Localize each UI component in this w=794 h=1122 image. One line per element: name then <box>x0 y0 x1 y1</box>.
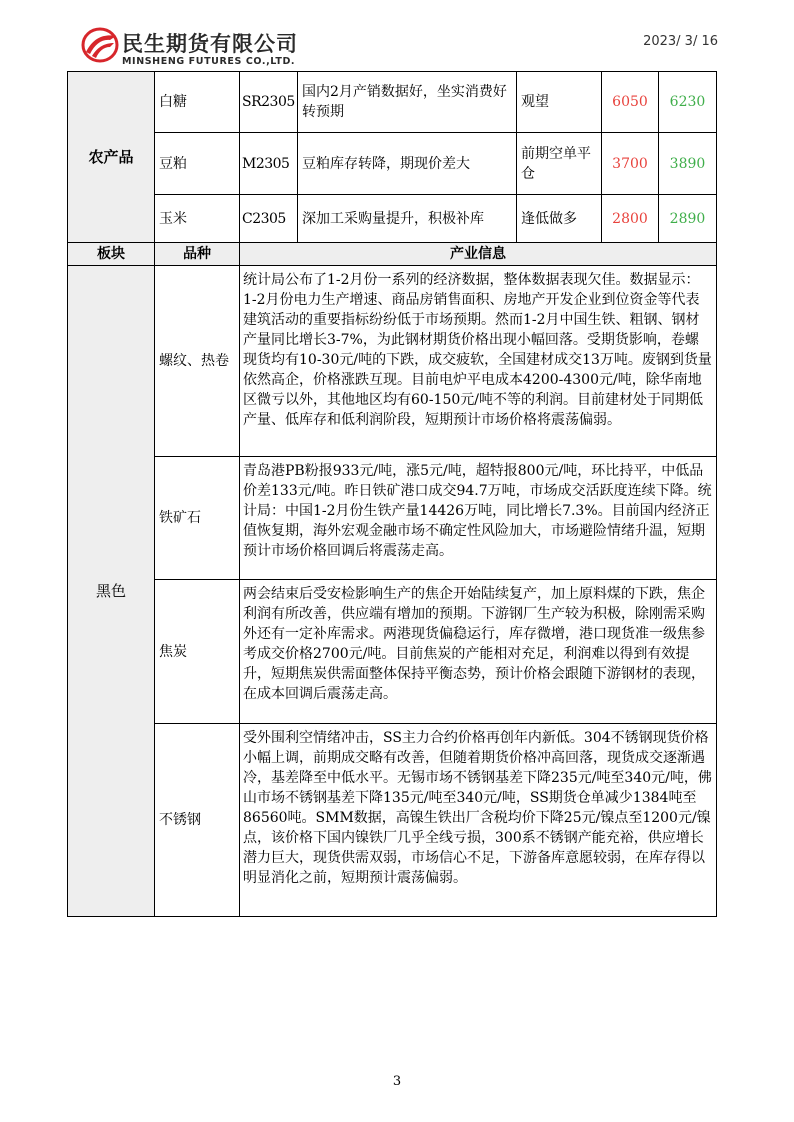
table-row <box>68 133 717 195</box>
page-number: 3 <box>392 1074 402 1089</box>
item-cell: 不锈钢 <box>155 724 240 917</box>
sector-cell <box>68 72 155 243</box>
page-header <box>0 0 794 72</box>
table-row <box>68 72 717 133</box>
strategy-table <box>67 71 717 917</box>
header-item: 品种 <box>155 243 240 266</box>
item-cell: 玉米 <box>155 195 240 243</box>
report-date: 2023/ 3/ 16 <box>643 34 718 49</box>
table-row <box>68 724 717 917</box>
header-info: 产业信息 <box>240 243 717 266</box>
info-cell: 统计局公布了1-2月份一系列的经济数据，整体数据表现欠佳。数据显示：1-2月份电力生产增速、商品房销售面积、房地产开发企业到位资金等代表建筑活动的重要指标纷纷低于市场预期。然而1-2月中国生铁、粗钢、钢材产量同比增长3-7%，为此钢材期货价格出现小幅回落。受期货影响，卷螺现货均有10-30元/吨的下跌，成交疲软，全国建材成交13万吨。废钢到货量依然高企，价格涨跌互现。目前电炉平电成本4200-4300元/吨，除华南地区微亏以外，其他地区均有60-150元/吨不等的利润。目前建材处于同期低产量、低库存和低利润阶段，短期预计市场价格将震荡偏弱。 <box>240 266 717 457</box>
sector-label: 农产品 <box>88 147 134 166</box>
section-header-row <box>68 243 717 266</box>
info-cell: 深加工采购量提升，积极补库 <box>298 195 517 243</box>
resistance-price: 6230 <box>659 72 717 133</box>
contract-code: M2305 <box>240 133 298 195</box>
table-row <box>68 457 717 580</box>
company-name-cn: 民生期货有限公司 <box>122 32 298 56</box>
support-price: 2800 <box>602 195 659 243</box>
info-cell: 青岛港PB粉报933元/吨，涨5元/吨，超特报800元/吨，环比持平，中低品价差133元/吨。昨日铁矿港口成交94.7万吨，市场成交活跃度连续下降。统计局：中国1-2月份生铁产量14426万吨，同比增长7.3%。目前国内经济正值恢复期，海外宏观金融市场不确定性风险加大，市场避险情绪升温，短期预计市场价格回调后将震荡走高。 <box>240 457 717 580</box>
table-row <box>68 266 717 457</box>
table-row <box>68 195 717 243</box>
resistance-price: 3890 <box>659 133 717 195</box>
support-price: 6050 <box>602 72 659 133</box>
view-cell: 前期空单平仓 <box>517 133 602 195</box>
info-cell: 两会结束后受安检影响生产的焦企开始陆续复产，加上原料煤的下跌，焦企利润有所改善，供应端有增加的预期。下游钢厂生产较为积极，除刚需采购外还有一定补库需求。两港现货偏稳运行，库存微增，港口现货准一级焦参考成交价格2700元/吨。目前焦炭的产能相对充足，利润难以得到有效提升，短期焦炭供需面整体保持平衡态势，预计价格会跟随下游钢材的表现，在成本回调后震荡走高。 <box>240 580 717 724</box>
info-cell: 受外围利空情绪冲击，SS主力合约价格再创年内新低。304不锈钢现货价格小幅上调，前期成交略有改善，但随着期货价格冲高回落，现货成交逐渐遇冷，基差降至中低水平。无锡市场不锈钢基差下降235元/吨至340元/吨，佛山市场不锈钢基差下降135元/吨至340元/吨，SS期货仓单减少1384吨至86560吨。SMM数据，高镍生铁出厂含税均价下降25元/镍点至1200元/镍点，该价格下国内镍铁厂几乎全线亏损，300系不锈钢产能充裕，供应增长潜力巨大，现货供需双弱，市场信心不足，下游备库意愿较弱，在库存得以明显消化之前，短期预计震荡偏弱。 <box>240 724 717 917</box>
table-row <box>68 580 717 724</box>
info-cell: 国内2月产销数据好，坐实消费好转预期 <box>298 72 517 133</box>
header-sector: 板块 <box>68 243 155 266</box>
info-cell: 豆粕库存转降，期现价差大 <box>298 133 517 195</box>
company-name-en: MINSHENG FUTURES CO.,LTD. <box>122 56 296 67</box>
item-cell: 豆粕 <box>155 133 240 195</box>
resistance-price: 2890 <box>659 195 717 243</box>
support-price: 3700 <box>602 133 659 195</box>
item-cell: 铁矿石 <box>155 457 240 580</box>
view-cell: 观望 <box>517 72 602 133</box>
view-cell: 逢低做多 <box>517 195 602 243</box>
item-cell: 白糖 <box>155 72 240 133</box>
contract-code: C2305 <box>240 195 298 243</box>
item-cell: 螺纹、热卷 <box>155 266 240 457</box>
minsheng-logo-icon <box>80 26 120 64</box>
item-cell: 焦炭 <box>155 580 240 724</box>
contract-code: SR2305 <box>240 72 298 133</box>
sector-cell: 黑色 <box>68 266 155 917</box>
